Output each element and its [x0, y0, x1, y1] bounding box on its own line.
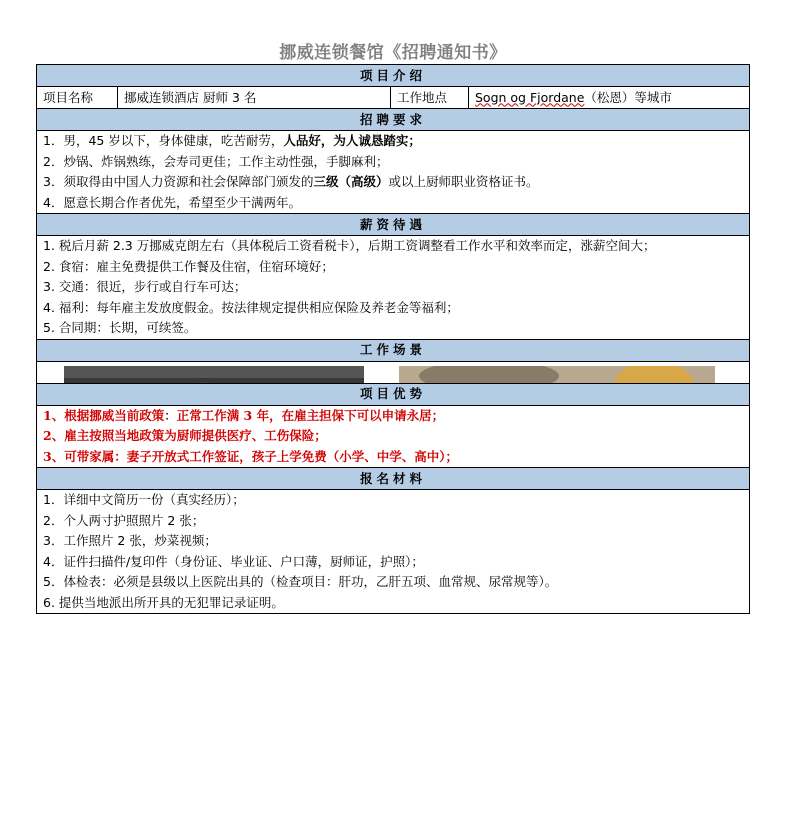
salary-item: 2. 食宿：雇主免费提供工作餐及住宿，住宿环境好； [43, 258, 334, 274]
salary-list [37, 236, 750, 340]
section-salary-header: 薪资待遇 [37, 214, 750, 236]
project-name-label: 项目名称 [37, 87, 118, 109]
requirement-item [37, 131, 749, 152]
advantages-list [37, 405, 750, 468]
salary-item: 3. 交通：很近，步行或自行车可达； [43, 279, 247, 294]
material-item: 1．详细中文简历一份（真实经历）； [43, 492, 245, 507]
salary-item: 5. 合同期：长期，可续签。 [43, 320, 197, 335]
requirement-text: 1．男，45 岁以下，身体健康，吃苦耐劳， [43, 133, 284, 148]
location-suffix: （松恩）等城市 [584, 89, 672, 105]
project-name-value: 挪威连锁酒店 厨师 3 名 [118, 87, 391, 109]
material-item: 3．工作照片 2 张，炒菜视频； [43, 533, 217, 548]
requirement-item [37, 172, 749, 193]
advantage-item: 1、根据挪威当前政策：正常工作满 3 年，在雇主担保下可以申请永居； [43, 407, 445, 423]
work-scene-photos [37, 361, 750, 383]
section-scene-header: 工作场景 [37, 339, 750, 361]
material-item: 5．体检表：必须是县级以上医院出具的（检查项目：肝功，乙肝五项、血常规、尿常规等）。 [43, 574, 558, 589]
requirement-text: 或以上厨师职业资格证书。 [388, 174, 539, 189]
requirements-list [37, 131, 750, 214]
material-item: 2．个人两寸护照照片 2 张； [43, 512, 205, 528]
location-value [469, 87, 750, 109]
materials-list [37, 490, 750, 614]
requirement-item: 2．炒锅、炸锅熟练，会寿司更佳；工作主动性强，手脚麻利； [43, 153, 389, 169]
location-label: 工作地点 [391, 87, 469, 109]
requirement-text: 3．须取得由中国人力资源和社会保障部门颁发的 [43, 174, 314, 189]
section-advantages-header: 项目优势 [37, 383, 750, 405]
requirement-emphasis: 人品好，为人诚恳踏实； [283, 133, 421, 148]
project-row [37, 87, 750, 109]
document-title: 挪威连锁餐馆《招聘通知书》 [279, 43, 507, 63]
recruitment-table [36, 64, 750, 614]
advantage-item: 3、可带家属：妻子开放式工作签证，孩子上学免费（小学、中学、高中）； [43, 448, 458, 464]
salary-item: 4. 福利：每年雇主发放度假金。按法律规定提供相应保险及养老金等福利； [43, 299, 459, 315]
section-intro-header: 项目介绍 [37, 65, 750, 87]
salary-item: 1. 税后月薪 2.3 万挪威克朗左右（具体税后工资看税卡），后期工资调整看工作水平和效率而定，涨薪空间大； [43, 238, 656, 253]
section-requirements-header: 招聘要求 [37, 109, 750, 131]
location-place: Sogn og Fjordane [475, 89, 585, 105]
advantage-item: 2、雇主按照当地政策为厨师提供医疗、工伤保险； [43, 428, 327, 443]
material-item: 6. 提供当地派出所开具的无犯罪记录证明。 [43, 594, 284, 610]
requirement-emphasis: 三级（高级） [313, 174, 389, 189]
restaurant-sizzling-plate-photo [64, 366, 364, 384]
beef-stir-fry-photo [399, 366, 715, 384]
requirement-item: 4．愿意长期合作者优先，希望至少干满两年。 [43, 194, 301, 210]
material-item: 4．证件扫描件/复印件（身份证、毕业证、户口薄，厨师证，护照）； [43, 553, 424, 569]
section-materials-header: 报名材料 [37, 468, 750, 490]
